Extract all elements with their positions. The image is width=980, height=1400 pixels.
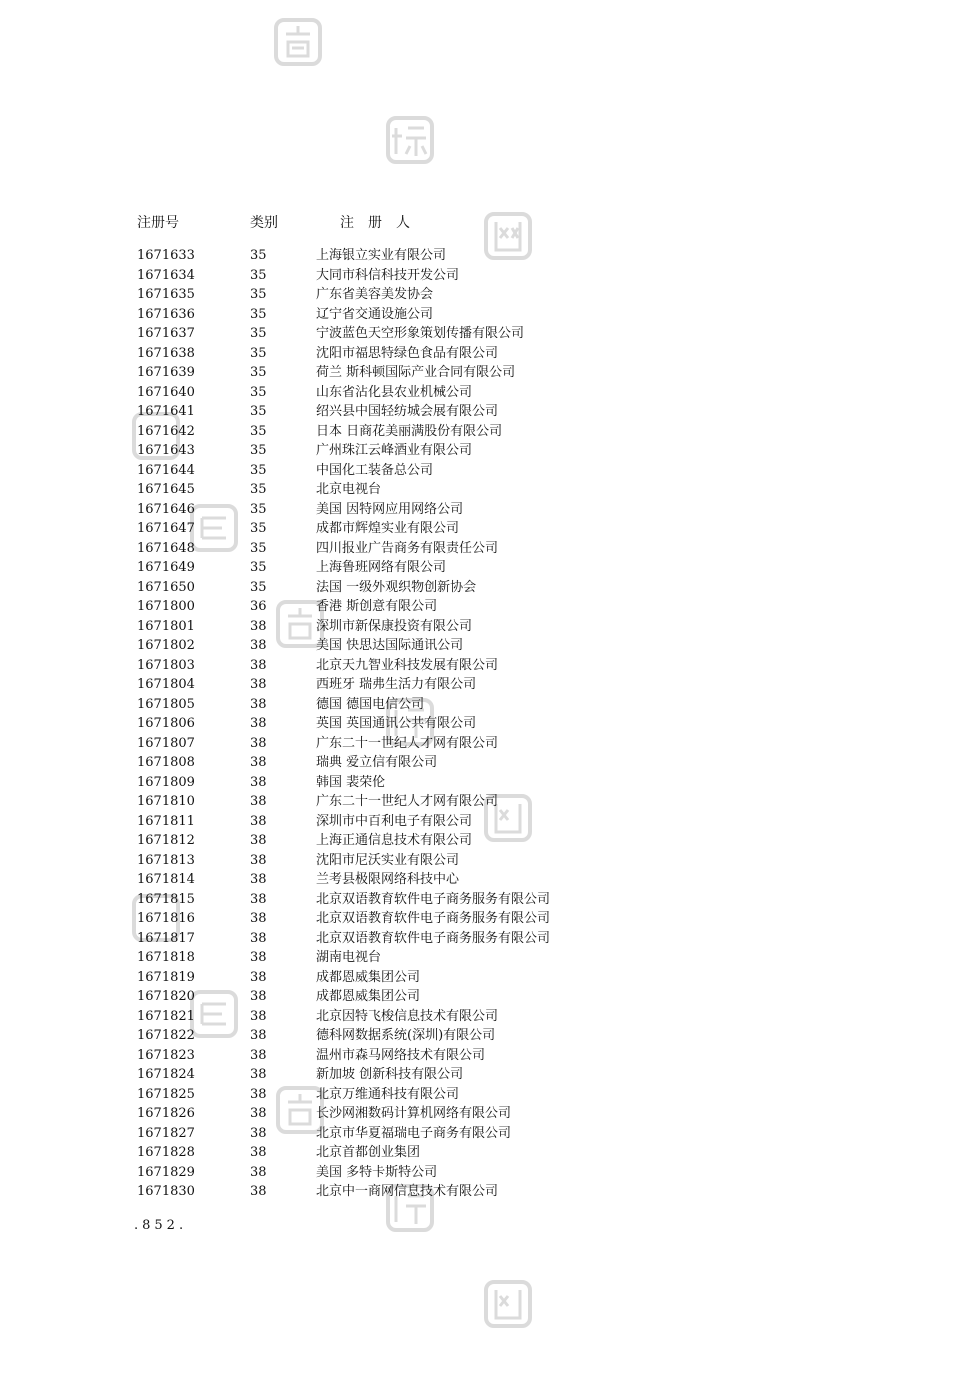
table-row	[0, 578, 980, 598]
class-code: 35	[250, 462, 267, 478]
registration-number: 1671814	[137, 872, 195, 887]
class-code: 38	[250, 1028, 267, 1043]
registrant-name: 荷兰 斯科顿国际产业合同有限公司	[316, 365, 516, 380]
registration-number: 1671803	[137, 657, 195, 673]
class-code: 38	[250, 911, 267, 926]
registration-number: 1671807	[137, 735, 195, 751]
class-code: 38	[250, 755, 267, 770]
registrant-name: 北京双语教育软件电子商务服务有限公司	[316, 911, 551, 926]
registration-number: 1671808	[137, 755, 195, 770]
registration-number: 1671816	[137, 911, 195, 926]
registration-number: 1671821	[137, 1008, 195, 1024]
class-code: 38	[250, 1106, 267, 1121]
registration-number: 1671650	[137, 579, 195, 595]
registrant-name: 北京电视台	[316, 482, 382, 497]
class-code: 38	[250, 1184, 267, 1199]
class-code: 35	[250, 365, 267, 380]
table-row	[0, 929, 980, 949]
registration-number: 1671642	[137, 423, 195, 439]
table-row	[0, 305, 980, 325]
registrant-name: 成都恩威集团公司	[316, 969, 421, 985]
class-code: 38	[250, 735, 267, 751]
registrant-name: 德国 德国电信公司	[316, 696, 425, 712]
registrant-name: 宁波蓝色天空形象策划传播有限公司	[316, 326, 525, 341]
table-row	[0, 773, 980, 793]
registrant-name: 韩国 裴荣伦	[316, 774, 386, 790]
registration-number: 1671830	[137, 1184, 195, 1199]
class-code: 35	[250, 345, 267, 361]
table-row	[0, 500, 980, 520]
table-row	[0, 1163, 980, 1183]
table-row	[0, 831, 980, 851]
table-row	[0, 285, 980, 305]
class-code: 35	[250, 579, 267, 595]
class-code: 35	[250, 443, 267, 458]
class-code: 38	[250, 930, 267, 946]
registrant-name: 湖南电视台	[316, 950, 382, 965]
table-row	[0, 948, 980, 968]
table-row	[0, 461, 980, 481]
class-code: 35	[250, 306, 267, 322]
header-number: 注册号	[137, 215, 179, 231]
registration-number: 1671813	[137, 852, 195, 868]
table-row	[0, 1085, 980, 1105]
registration-number: 1671817	[137, 930, 195, 946]
registrant-name: 上海鲁班网络有限公司	[316, 560, 447, 575]
table-row	[0, 1143, 980, 1163]
watermark-stamp-13	[480, 1276, 536, 1332]
registration-number: 1671829	[137, 1164, 195, 1180]
registration-number: 1671812	[137, 833, 195, 848]
registrant-name: 北京中一商网信息技术有限公司	[316, 1184, 499, 1199]
table-row	[0, 890, 980, 910]
registrant-name: 大同市科信科技开发公司	[316, 267, 460, 283]
table-row	[0, 539, 980, 559]
table-row	[0, 909, 980, 929]
class-code: 35	[250, 540, 267, 556]
table-row	[0, 987, 980, 1007]
registration-number: 1671649	[137, 560, 195, 575]
registrant-name: 深圳市中百利电子有限公司	[316, 813, 473, 829]
table-row	[0, 851, 980, 871]
class-code: 38	[250, 1086, 267, 1102]
registration-number: 1671645	[137, 482, 195, 497]
table-row	[0, 1104, 980, 1124]
registrant-name: 兰考县极限网络科技中心	[316, 872, 460, 887]
class-code: 38	[250, 794, 267, 809]
registrant-name: 广东二十一世纪人才网有限公司	[316, 794, 499, 809]
class-code: 38	[250, 638, 267, 653]
registrant-name: 法国 一级外观织物创新协会	[316, 579, 477, 595]
registrant-name: 四川报业广告商务有限责任公司	[316, 540, 499, 556]
registrant-name: 美国 因特网应用网络公司	[316, 501, 464, 517]
table-row	[0, 422, 980, 442]
registrant-name: 辽宁省交通设施公司	[316, 306, 434, 322]
registration-number: 1671819	[137, 969, 195, 985]
class-code: 35	[250, 482, 267, 497]
class-code: 38	[250, 833, 267, 848]
class-code: 38	[250, 618, 267, 634]
table-row	[0, 1026, 980, 1046]
registrant-name: 日本 日商花美丽满股份有限公司	[316, 423, 503, 439]
registrant-name: 山东省沾化县农业机械公司	[316, 384, 473, 400]
class-code: 36	[250, 599, 267, 614]
table-header	[0, 212, 980, 234]
registration-number: 1671811	[137, 813, 195, 829]
class-code: 38	[250, 1145, 267, 1160]
registration-number: 1671801	[137, 618, 195, 634]
table-row	[0, 383, 980, 403]
class-code: 38	[250, 1067, 267, 1082]
class-code: 38	[250, 716, 267, 731]
registration-number: 1671824	[137, 1067, 195, 1082]
registrant-name: 北京首都创业集团	[316, 1145, 421, 1160]
class-code: 38	[250, 813, 267, 829]
table-row	[0, 363, 980, 383]
class-code: 35	[250, 267, 267, 283]
registrant-name: 广州珠江云峰酒业有限公司	[316, 443, 473, 458]
table-row	[0, 968, 980, 988]
registration-number: 1671806	[137, 716, 195, 731]
registrant-name: 北京双语教育软件电子商务服务有限公司	[316, 930, 551, 946]
registrant-name: 沈阳市尼沃实业有限公司	[316, 852, 460, 868]
registrant-name: 北京天九智业科技发展有限公司	[316, 657, 499, 673]
registration-number: 1671635	[137, 287, 195, 302]
class-code: 38	[250, 872, 267, 887]
class-code: 38	[250, 657, 267, 673]
registration-number: 1671647	[137, 521, 195, 536]
class-code: 35	[250, 404, 267, 419]
registration-number: 1671640	[137, 384, 195, 400]
registrant-name: 德科网数据系统(深圳)有限公司	[316, 1028, 496, 1043]
class-code: 35	[250, 560, 267, 575]
registrant-name: 英国 英国通讯公共有限公司	[316, 716, 477, 731]
registrant-name: 绍兴县中国轻纺城会展有限公司	[316, 404, 499, 419]
watermark-stamp-2	[382, 112, 438, 168]
class-code: 38	[250, 891, 267, 907]
registration-table	[0, 246, 980, 1202]
table-row	[0, 812, 980, 832]
registrant-name: 美国 快思达国际通讯公司	[316, 638, 464, 653]
page-number: .852.	[134, 1218, 188, 1233]
table-row	[0, 266, 980, 286]
table-row	[0, 597, 980, 617]
class-code: 38	[250, 1164, 267, 1180]
class-code: 35	[250, 501, 267, 517]
watermark-stamp-1	[270, 14, 326, 70]
table-row	[0, 617, 980, 637]
registrant-name: 成都恩威集团公司	[316, 989, 421, 1004]
table-row	[0, 636, 980, 656]
registration-number: 1671634	[137, 267, 195, 283]
class-code: 35	[250, 287, 267, 302]
registration-number: 1671823	[137, 1047, 195, 1063]
table-row	[0, 734, 980, 754]
table-row	[0, 1065, 980, 1085]
registration-number: 1671633	[137, 248, 195, 263]
registrant-name: 北京万维通科技有限公司	[316, 1086, 460, 1102]
registration-number: 1671822	[137, 1028, 195, 1043]
registrant-name: 中国化工装备总公司	[316, 462, 434, 478]
table-row	[0, 656, 980, 676]
registration-number: 1671810	[137, 794, 195, 809]
registration-number: 1671828	[137, 1145, 195, 1160]
registration-number: 1671641	[137, 404, 195, 419]
table-row	[0, 480, 980, 500]
table-row	[0, 675, 980, 695]
table-row	[0, 344, 980, 364]
class-code: 38	[250, 852, 267, 868]
registrant-name: 西班牙 瑞弗生活力有限公司	[316, 677, 477, 692]
header-class: 类别	[250, 215, 278, 231]
class-code: 35	[250, 326, 267, 341]
class-code: 38	[250, 696, 267, 712]
registrant-name: 北京双语教育软件电子商务服务有限公司	[316, 891, 551, 907]
table-row	[0, 695, 980, 715]
registrant-name: 新加坡 创新科技有限公司	[316, 1067, 464, 1082]
registrant-name: 北京市华夏福瑞电子商务有限公司	[316, 1125, 512, 1141]
registrant-name: 深圳市新保康投资有限公司	[316, 618, 473, 634]
table-row	[0, 870, 980, 890]
registration-number: 1671827	[137, 1125, 195, 1141]
registration-number: 1671636	[137, 306, 195, 322]
class-code: 38	[250, 1125, 267, 1141]
table-row	[0, 402, 980, 422]
registration-number: 1671820	[137, 989, 195, 1004]
table-row	[0, 714, 980, 734]
registration-number: 1671637	[137, 326, 195, 341]
registration-number: 1671802	[137, 638, 195, 653]
registration-number: 1671648	[137, 540, 195, 556]
table-row	[0, 1182, 980, 1202]
registration-number: 1671825	[137, 1086, 195, 1102]
header-registrant: 注 册 人	[340, 215, 410, 231]
registrant-name: 美国 多特卡斯特公司	[316, 1164, 438, 1180]
registration-number: 1671805	[137, 696, 195, 712]
table-row	[0, 558, 980, 578]
class-code: 35	[250, 248, 267, 263]
registration-number: 1671644	[137, 462, 195, 478]
registration-number: 1671804	[137, 677, 195, 692]
registrant-name: 北京因特飞梭信息技术有限公司	[316, 1008, 499, 1024]
registration-number: 1671826	[137, 1106, 195, 1121]
table-row	[0, 1124, 980, 1144]
registrant-name: 上海银立实业有限公司	[316, 248, 447, 263]
registration-number: 1671643	[137, 443, 195, 458]
class-code: 38	[250, 677, 267, 692]
table-row	[0, 1007, 980, 1027]
registrant-name: 上海正通信息技术有限公司	[316, 833, 473, 848]
registration-number: 1671638	[137, 345, 195, 361]
registration-number: 1671818	[137, 950, 195, 965]
registration-number: 1671800	[137, 599, 195, 614]
registrant-name: 长沙网湘数码计算机网络有限公司	[316, 1106, 512, 1121]
table-row	[0, 246, 980, 266]
registrant-name: 广东省美容美发协会	[316, 287, 434, 302]
registrant-name: 广东二十一世纪人才网有限公司	[316, 735, 499, 751]
table-row	[0, 324, 980, 344]
table-row	[0, 1046, 980, 1066]
table-row	[0, 441, 980, 461]
registration-number: 1671639	[137, 365, 195, 380]
table-row	[0, 792, 980, 812]
class-code: 38	[250, 989, 267, 1004]
class-code: 35	[250, 423, 267, 439]
class-code: 38	[250, 774, 267, 790]
class-code: 38	[250, 1047, 267, 1063]
class-code: 38	[250, 950, 267, 965]
registration-number: 1671646	[137, 501, 195, 517]
registration-number: 1671815	[137, 891, 195, 907]
class-code: 35	[250, 521, 267, 536]
registrant-name: 香港 斯创意有限公司	[316, 599, 438, 614]
table-row	[0, 753, 980, 773]
registrant-name: 温州市森马网络技术有限公司	[316, 1047, 486, 1063]
registrant-name: 成都市辉煌实业有限公司	[316, 521, 460, 536]
class-code: 35	[250, 384, 267, 400]
class-code: 38	[250, 1008, 267, 1024]
class-code: 38	[250, 969, 267, 985]
table-row	[0, 519, 980, 539]
registrant-name: 瑞典 爱立信有限公司	[316, 755, 438, 770]
registrant-name: 沈阳市福思特绿色食品有限公司	[316, 345, 499, 361]
registration-number: 1671809	[137, 774, 195, 790]
